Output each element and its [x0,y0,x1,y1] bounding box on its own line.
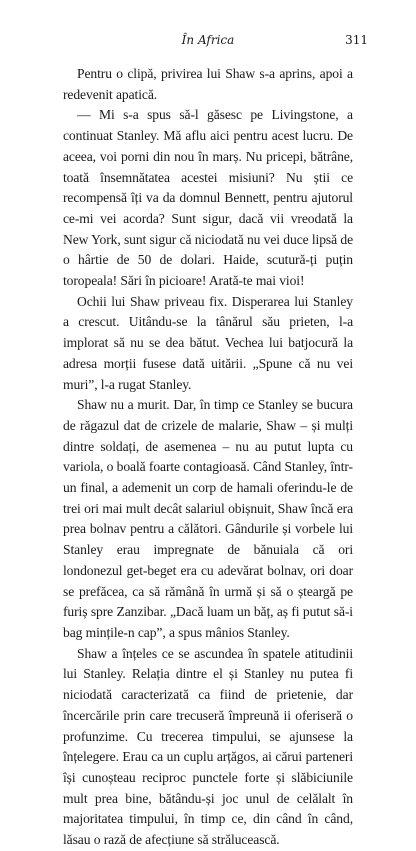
paragraph: — Mi s-a spus să-l găsesc pe Livingstone, a continuat Stanley. Mă aflu aici pentru acest lucru. De aceea, voi porni din nou în marș. Nu pricepi, bătrâne, toată însemnătatea acestei misiuni? Nu știi ce recompensă îți va da domnul Bennett, pentru ajutorul ce-mi vei acorda? Sunt sigur, dacă vii vreodată la New York, sunt sigur că niciodată nu vei duce lipsă de o hârtie de 50 de dolari. Haide, scutură-ți puțin toropeala! Sări în picioare! Arată-te mai vioi! [63,107,353,289]
page-number: 311 [345,33,368,47]
paragraph: Pentru o clipă, privirea lui Shaw s-a aprins, apoi a redevenit apatică. [63,66,353,102]
running-title: În Africa [181,33,235,47]
paragraph: Ochii lui Shaw priveau fix. Disperarea lui Stanley a crescut. Uitându-se la tânărul său prieten, l-a implorat să nu se dea bătut. Vechea lui batjocură la adresa morții fusese dată uitării. „Spune că nu vei muri”, l-a rugat Stanley. [63,293,353,392]
running-header [0,32,416,48]
body-text [63,64,353,851]
paragraph: Shaw a înțeles ce se ascundea în spatele atitudinii lui Stanley. Relația dintre el și Stanley nu putea fi niciodată caracterizată ca fiind de prietenie, dar încercările prin care trecuseră împreună ii oferiseră o profunzime. Cu trecerea timpului, se ajunsese la înțelegere. Erau ca un cuplu arțăgos, ai cărui parteneri își cunoșteau reciproc punctele forte și slăbiciunile mult prea bine, bătându-și joc unul de celălalt în majoritatea timpului, în timp ce, din când în când, lăsau o rază de afecțiune să strălucească. [63,645,353,848]
paragraph: Shaw nu a murit. Dar, în timp ce Stanley se bucura de răgazul dat de crizele de malarie, Shaw – și mulți dintre soldați, de asemenea – nu au putut lupta cu variola, o boală foarte contagioasă. Când Stanley, într-un final, a ademenit un corp de hamali oferindu-le de trei ori mai mult decât salariul obișnuit, Shaw încă era prea bolnav pentru a călători. Gândurile și vorbele lui Stanley erau impregnate de bănuiala că ori londonezul get-beget era cu adevărat bolnav, ori doar se prefăcea, ca să rămână în urmă și să o șteargă pe furiș spre Zanzibar. „Dacă luam un băț, aș fi putut să-i bag mințile-n cap”, a spus mânios Stanley. [63,397,353,640]
